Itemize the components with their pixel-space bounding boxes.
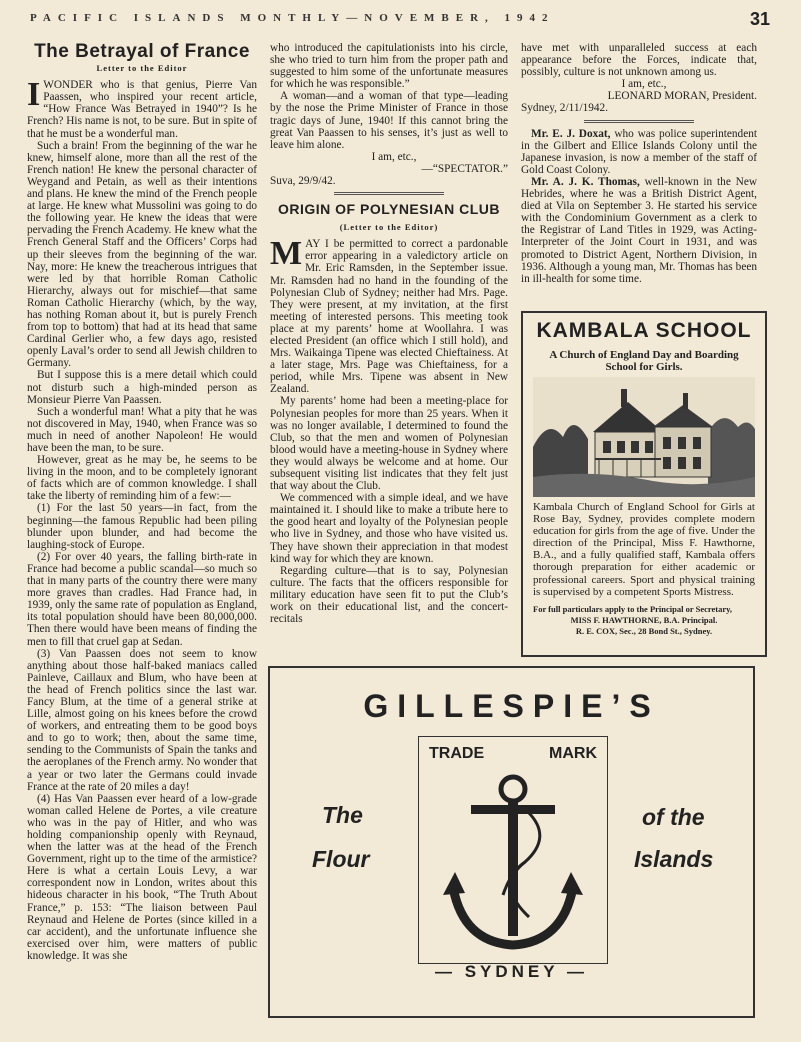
article-title-betrayal: The Betrayal of France [34, 42, 250, 62]
column-2 [270, 42, 508, 660]
article-title-polynesian: ORIGIN OF POLYNESIAN CLUB [277, 201, 500, 218]
letter-closing: I am, etc., [621, 78, 667, 91]
personal-name: Mr. E. J. Doxat, [531, 127, 611, 140]
article-subhead-betrayal: Letter to the Editor [96, 63, 188, 74]
article-paragraph: My parents’ home had been a meeting-place for Polynesian peoples for more than 25 years. When it was no longer available, I determined to found the Club, so that the men and women of Polynesian blood would have a meeting-house in Sydney where they would always be welcome and at home. Our subsequent visiting list indicates that they felt just that way about the Club. [270, 395, 508, 493]
column-3 [521, 42, 757, 304]
trade-mark-box [418, 736, 608, 964]
gillespies-city: — SYDNEY — [434, 962, 589, 981]
article-paragraph: IWONDER who is that genius, Pierre Van Paassen, who inspired your recent article, “How France Was Betrayed in 1940”? Is he French? His name is not, to be sure. But in spite of that he must be a wonderful man. [27, 76, 257, 140]
column-1 [27, 42, 257, 1017]
masthead: PACIFIC ISLANDS MONTHLY—NOVEMBER, 1942 [30, 12, 555, 24]
personal-name: Mr. A. J. K. Thomas, [531, 175, 640, 188]
divider [334, 192, 444, 195]
article-subhead-polynesian: (Letter to the Editor) [339, 222, 439, 233]
kambala-advertisement [521, 311, 767, 657]
article-paragraph: A woman—and a woman of that type—leading by the nose the Prime Minister of France in those tragic days of June, 1940! If this cannot bring the great Van Paassen to his senses, it’s just as well to leave him alone. [270, 90, 508, 151]
page-number: 31 [749, 9, 770, 29]
article-paragraph: Such a wonderful man! What a pity that he was not discovered in May, 1940, when France was so much in need of another Napoleon! He would have been the man, to be sure. [27, 405, 257, 454]
dropcap: I [27, 76, 41, 114]
personal-note: Mr. E. J. Doxat, who was police superintendent in the Gilbert and Ellice Islands Colony until the Japanese invasion, is now a member of the staff of Gold Coast Colony. [521, 127, 757, 176]
gillespies-brand: GILLESPIE’S [363, 688, 660, 724]
letter-signature: LEONARD MORAN, President. [607, 90, 757, 103]
letter-signature: —“SPECTATOR.” [421, 162, 508, 175]
article-paragraph: However, great as he may be, he seems to be living in the moon, and to be completely ignorant of facts which are of common knowledge. I shall take the liberty of reminding him of a few:— [27, 454, 257, 503]
article-paragraph: have met with unparalleled success at each appearance before the Forces, indicate that, possibly, culture is not unknown among us. [521, 42, 757, 79]
article-paragraph: Such a brain! From the beginning of the war he knew, himself alone, more than all the rest of the French nation! He knew the personal character of Weygand and Petain, as well as their intentions and plans. He knew the mind of the French people at large. He knew what Mussolini was going to do the following year. He knew the ideas that were pervading the French Academy. He knew what the French General Staff and the Officers’ Corps had up their sleeves from the beginning of the war. Nay, more: He knew the treacherous intrigues that were led by that horrible Roman Catholic Hierarchy, always out for mischief—that same Roman Catholic Hierarchy (which, by the way, has nothing Roman about it, but is purely French from top to bottom) that had at its head that same Cardinal Gerlier who, a few days ago, resisted openly Laval’s order to send all Jewish children to Germany. [27, 139, 257, 370]
personal-note: Mr. A. J. K. Thomas, well-known in the New Hebrides, where he was a British District Agent, died at Vila on September 3. He started his service with the Condominium Government as a clerk to the Registrar of Land Titles in 1929, was Acting-Interpreter of the Joint Court in 1931, and was promoted to District Agent, Northern Division, in 1936. Although a young man, Mr. Thomas has been in ill-health for some time. [521, 175, 757, 285]
slogan-the: The [322, 802, 363, 828]
kambala-title: KAMBALA SCHOOL [536, 319, 752, 342]
dropcap: M [270, 235, 303, 273]
article-paragraph: who introduced the capitulationists into his circle, she who tried to turn him from the proper path and suggested to him some of the unfortunate measures for which he was responsible.” [270, 42, 508, 91]
kambala-body: Kambala Church of England School for Girls at Rose Bay, Sydney, provides complete modern education for girls from the age of five. Under the direction of the Principal, Miss F. Hawthorne, B.A., and a fully qualified staff, Kambala offers thorough preparation for either academic or professional careers. Sport and physical training is supervised by a competent Sports Mistress. [533, 501, 755, 598]
kambala-contact: For full particulars apply to the Principal or Secretary, MISS F. HAWTHORNE, B.A. Principal. R. E. COX, Sec., 28 Bond St., Sydney. [533, 603, 733, 636]
letter-closing: I am, etc., [371, 150, 417, 163]
gillespies-advertisement [268, 666, 755, 1018]
kambala-subtitle: A Church of England Day and Boarding School for Girls. [549, 349, 739, 373]
letter-dateline: Suva, 29/9/42. [270, 175, 336, 188]
page-header [30, 9, 770, 36]
article-paragraph: (4) Has Van Paassen ever heard of a low-grade woman called Helene de Portes, a vile creature who was in the pay of Hitler, and who was holding companionship openly with Reynaud, when the latter was at the head of the French Government, right up to the time of the armistice? Here is what a certain Louis Levy, a war correspondent now in London, writes about this hideous character in his book, “The Truth About France,” p. 153: “The liaison between Paul Reynaud and Helene de Portes (since killed in a car accident), and the unfortunate influence she exercised over him, were matters of public knowledge. It was she [27, 792, 257, 962]
slogan-islands: Islands [634, 846, 714, 872]
mark-label: MARK [549, 745, 597, 762]
slogan-of-the: of the [642, 804, 705, 830]
article-paragraph: Regarding culture—that is to say, Polynesian culture. The facts that the officers responsible for military education have seen fit to put the Club’s work on their educational list, and the concert-recitals [270, 564, 508, 626]
article-paragraph: (2) For over 40 years, the falling birth-rate in France had become a public scandal—so much so that in many parts of the country there were many more graves than cradles. Had France had, in 1939, only the same rate of population as England, its total population should have been 80,000,000. Then there would have been means of finding the men to fill that cruel gap at Sedan. [27, 550, 257, 648]
article-paragraph: (1) For the last 50 years—in fact, from the beginning—the famous Republic had been piling blunder upon blunder, and had become the laughing-stock of Europe. [27, 502, 257, 551]
article-paragraph: We commenced with a simple ideal, and we have maintained it. I should like to make a tribute here to the good heart and loyalty of the Polynesian people who live in Sydney, and those who have visited us. They have shown their appreciation in that modest kind way for which they are known. [270, 492, 508, 565]
article-paragraph: MAY I be permitted to correct a pardonable error appearing in a valedictory article on Mr. Eric Ramsden, in the September issue. Mr. Ramsden had no hand in the founding of the Polynesian Club of Sydney; neither had Mrs. Page. They were present, at my invitation, at the first meeting of interested persons. This meeting took place at my parents’ home at Woollahra. I was elected President (an office which I still hold), and Mrs. Waikainga Tipene was elected Chieftainess. At a later stage, Mrs. Page was Chieftainess, for a period, while Mrs. Tipene was absent in New Zealand. [270, 235, 508, 396]
article-paragraph: But I suppose this is a mere detail which could not disturb such a high-minded person as Monsieur Pierre Van Paassen. [27, 369, 257, 406]
anchor-icon [433, 767, 593, 957]
letter-dateline: Sydney, 2/11/1942. [521, 102, 609, 115]
slogan-flour: Flour [312, 846, 370, 872]
divider [584, 120, 694, 123]
trade-label: TRADE [429, 745, 485, 762]
article-paragraph: (3) Van Paassen does not seem to know anything about those half-baked maniacs called Painleve, Caillaux and Blum, who have been at the head of French politics since the last war. Fancy Blum, at the time of a general strike at Lille, almost going on his knees before the crowd of workers, and entreating them to be good boys and to go to work; then, about the same time, sending to the Communists of Spain the tanks and the aeroplanes of the French army. No wonder that a year or two later the Germans could invade France at the rate of 20 miles a day! [27, 647, 257, 793]
school-building-illustration [533, 377, 755, 497]
